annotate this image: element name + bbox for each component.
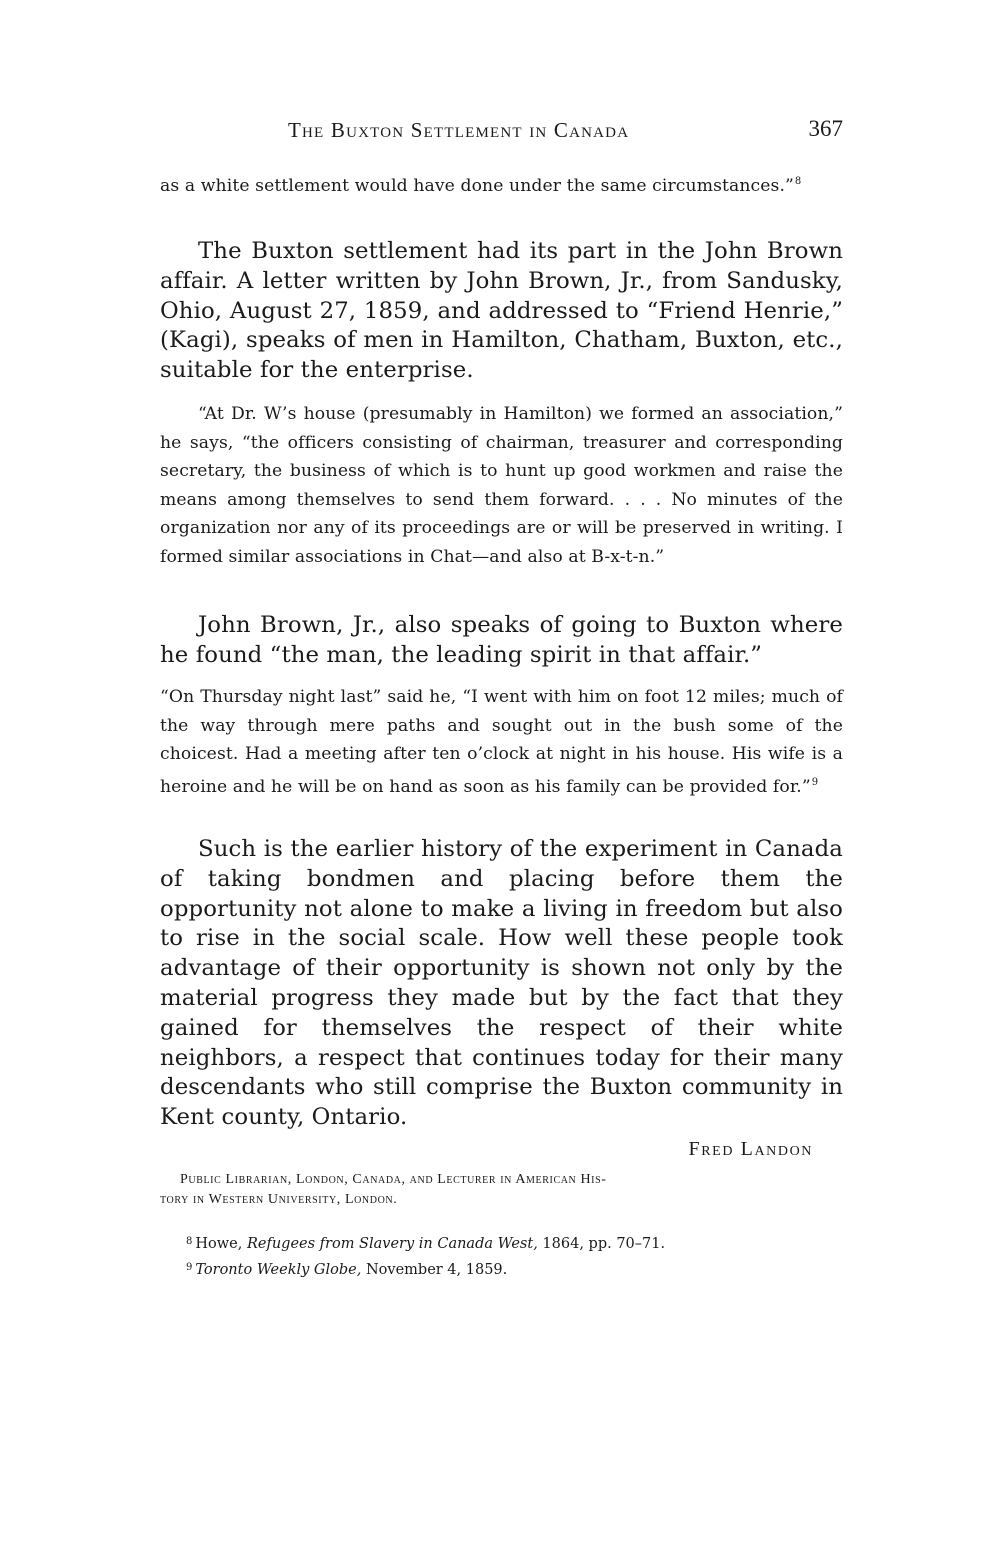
page-number: 367: [808, 116, 843, 141]
author-signature: Fred Landon: [688, 1138, 813, 1160]
footnotes: [186, 1230, 843, 1282]
footnote-title: Refugees from Slavery in Canada West,: [246, 1236, 538, 1252]
paragraph-conclusion: Such is the earlier history of the experiment in Canada of taking bondmen and placing before them the opportunity not alone to make a living in freedom but also to rise in the social scale. How well these people took advantage of their opportunity is shown not only by the material progress they made but by the fact that they gained for themselves the respect of their white neighbors, a respect that continues today for their many descendants who still comprise the Buxton community in Kent county, Ontario.: [160, 836, 843, 1131]
paragraph-leading-spirit: John Brown, Jr., also speaks of going to Buxton where he found “the man, the leading spirit in that affair.”: [160, 612, 843, 668]
author-affiliation: [160, 1170, 843, 1210]
footnote-8: [186, 1230, 843, 1256]
footnote-ref-9: 9: [811, 776, 819, 788]
footnote-details: 1864, pp. 70–71.: [542, 1236, 666, 1252]
paragraph-continuation-text: as a white settlement would have done under the same circumstances.”: [160, 176, 794, 196]
quote-association: “At Dr. W’s house (presumably in Hamilton) we formed an association,” he says, “the officers consisting of chairman, treasurer and corresponding secretary, the business of which is to hunt up good workmen and raise the means among themselves to send them forward. . . . No minutes of the organization nor any of its proceedings are or will be preserved in writing. I formed similar associations in Chat—and also at B-x-t-n.”: [160, 404, 843, 567]
footnote-details: November 4, 1859.: [365, 1262, 508, 1278]
footnote-ref-8: 8: [794, 176, 802, 187]
affiliation-line-1: Public Librarian, London, Canada, and Lecturer in American His-: [180, 1172, 607, 1187]
footnote-9: [186, 1256, 843, 1282]
paragraph-john-brown-affair: The Buxton settlement had its part in the John Brown affair. A letter written by John Brown, Jr., from Sandusky, Ohio, August 27, 1859, and addressed to “Friend Henrie,” (Kagi), speaks of men in Hamilton, Chatham, Buxton, etc., suitable for the enterprise.: [160, 238, 843, 384]
paragraph-continuation: [160, 168, 843, 201]
footnote-mark: 8: [186, 1236, 193, 1247]
quote-thursday-night-text: “On Thursday night last” said he, “I went with him on foot 12 miles; much of the way through mere paths and sought out in the bush some of the choicest. Had a meeting after ten o’clock at night in his house. His wife is a heroine and he will be on hand as soon as his family can be provided for.”: [160, 687, 843, 797]
running-head: [160, 118, 843, 146]
running-title: The Buxton Settlement in Canada: [288, 118, 630, 142]
footnote-mark: 9: [186, 1262, 193, 1273]
affiliation-line-2: tory in Western University, London.: [160, 1192, 398, 1207]
footnote-author: Howe,: [195, 1236, 243, 1252]
quote-thursday-night: [160, 683, 843, 801]
footnote-title: Toronto Weekly Globe,: [195, 1262, 362, 1278]
